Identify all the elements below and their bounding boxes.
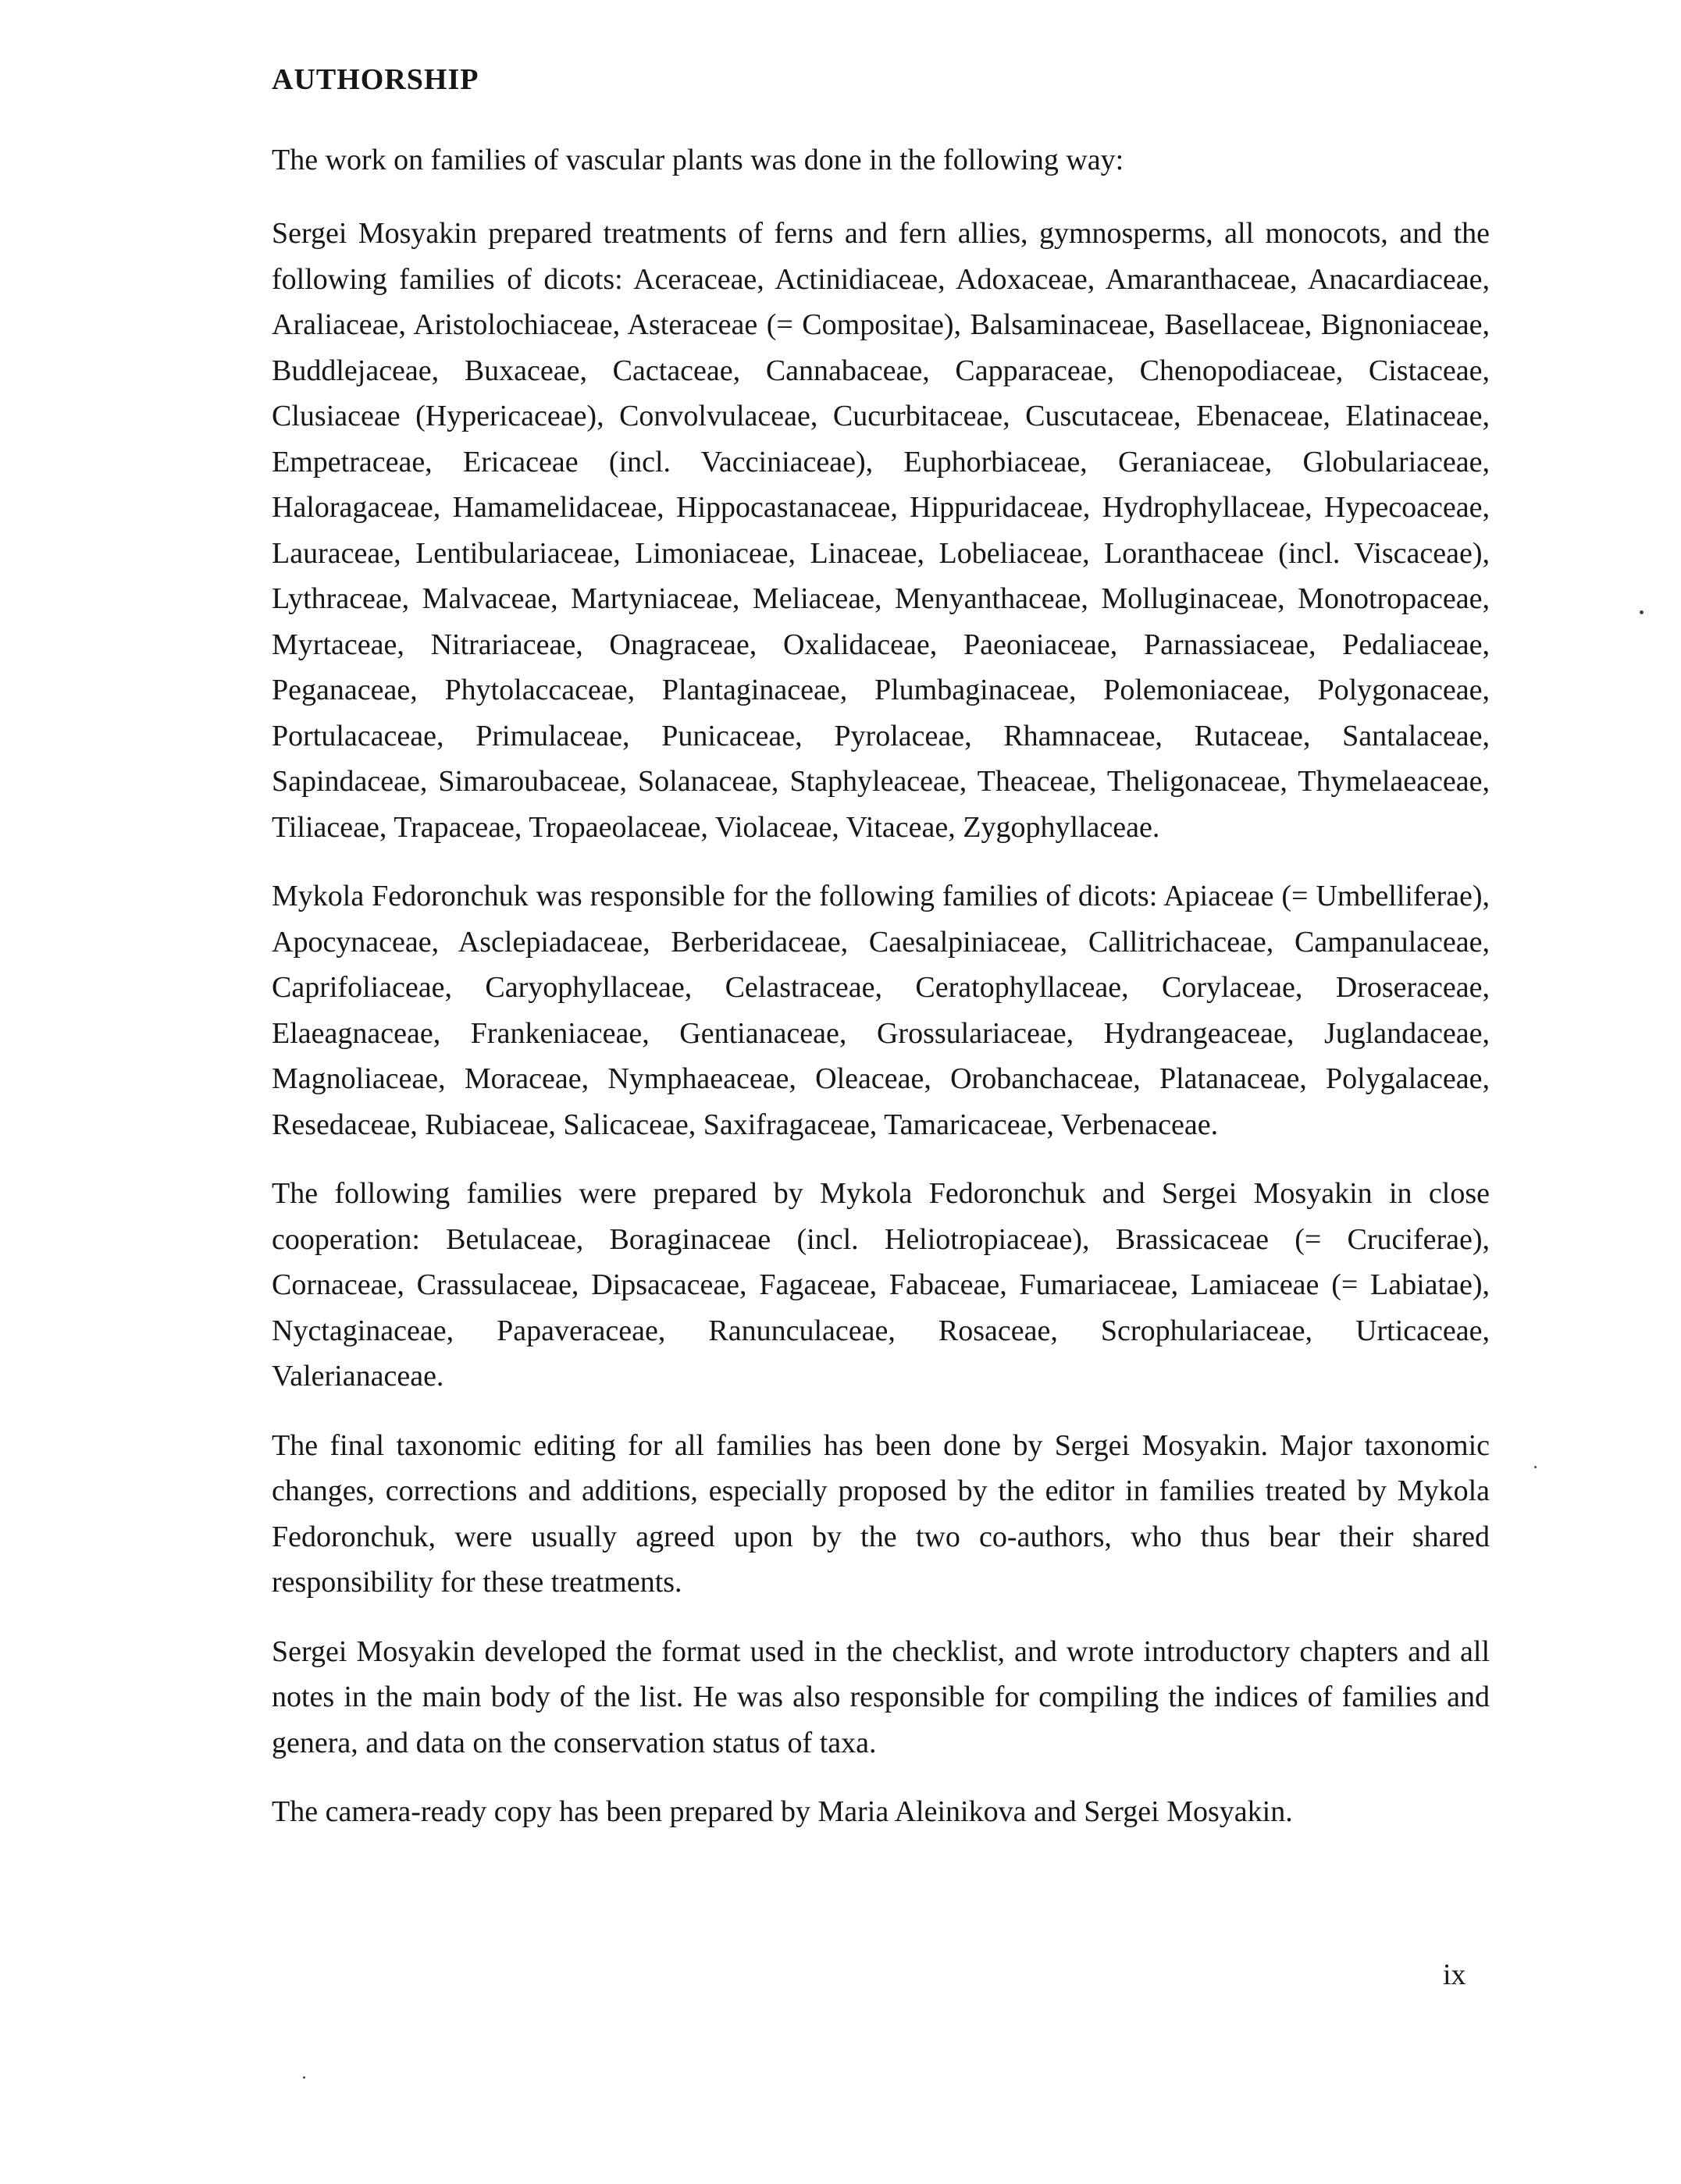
editing-paragraph: The final taxonomic editing for all families has been done by Sergei Mosyakin. Major taxonomic changes, corrections and additions, especially proposed by the editor in families treated by Mykola Fedoronchuk, were usually agreed upon by the two co-authors, who thus bear their shared responsibility for these treatments. (272, 1428, 1490, 1599)
fedoronchuk-families-paragraph: Mykola Fedoronchuk was responsible for the following families of dicots: Apiaceae (= Umbelliferae), Apocynaceae, Asclepiadaceae, Berberidaceae, Caesalpiniaceae, Callitrichaceae, Campanulaceae, Caprifoliaceae, Caryophyllaceae, Celastraceae, Ceratophyllaceae, Corylaceae, Droseraceae, Elaeagnaceae, Frankeniaceae, Gentianaceae, Grossulariaceae, Hydrangeaceae, Juglandaceae, Magnoliaceae, Moraceae, Nymphaeaceae, Oleaceae, Orobanchaceae, Platanaceae, Polygalaceae, Resedaceae, Rubiaceae, Salicaceae, Saxifragaceae, Tamaricaceae, Verbenaceae. (272, 880, 1490, 1141)
intro-paragraph: The work on families of vascular plants was done in the following way: (272, 143, 1124, 176)
mosyakin-families-paragraph: Sergei Mosyakin prepared treatments of ferns and fern allies, gymnosperms, all monocots, and the following families of dicots: Aceraceae, Actinidiaceae, Adoxaceae, Amaranthaceae, Anacardiaceae, Araliaceae, Aristolochiaceae, Asteraceae (= Compositae), Balsaminaceae, Basellaceae, Bignoniaceae, Buddlejaceae, Buxaceae, Cactaceae, Cannabaceae, Capparaceae, Chenopodiaceae, Cistaceae, Clusiaceae (Hypericaceae), Convolvulaceae, Cucurbitaceae, Cuscutaceae, Ebenaceae, Elatinaceae, Empetraceae, Ericaceae (incl. Vacciniaceae), Euphorbiaceae, Geraniaceae, Globulariaceae, Haloragaceae, Hamamelidaceae, Hippocastanaceae, Hippuridaceae, Hydrophyllaceae, Hypecoaceae, Lauraceae, Lentibulariaceae, Limoniaceae, Linaceae, Lobeliaceae, Loranthaceae (incl. Viscaceae), Lythraceae, Malvaceae, Martyniaceae, Meliaceae, Menyanthaceae, Molluginaceae, Monotropaceae, Myrtaceae, Nitrariaceae, Onagraceae, Oxalidaceae, Paeoniaceae, Parnassiaceae, Pedaliaceae, Peganaceae, Phytolaccaceae, Plantaginaceae, Plumbaginaceae, Polemoniaceae, Polygonaceae, Portulacaceae, Primulaceae, Punicaceae, Pyrolaceae, Rhamnaceae, Rutaceae, Santalaceae, Sapindaceae, Simaroubaceae, Solanaceae, Staphyleaceae, Theaceae, Theligonaceae, Thymelaeaceae, Tiliaceae, Trapaceae, Tropaeolaceae, Violaceae, Vitaceae, Zygophyllaceae. (272, 217, 1490, 844)
page-number: ix (1443, 1958, 1466, 1991)
format-paragraph: Sergei Mosyakin developed the format used in the checklist, and wrote introductory chapters and all notes in the main body of the list. He was also responsible for compiling the indices of families and genera, and data on the conservation status of taxa. (272, 1634, 1490, 1759)
page-content (272, 62, 1490, 1859)
section-heading: AUTHORSHIP (272, 63, 479, 96)
joint-families-paragraph: The following families were prepared by Mykola Fedoronchuk and Sergei Mosyakin in close cooperation: Betulaceae, Boraginaceae (incl. Heliotropiaceae), Brassicaceae (= Cruciferae), Cornaceae, Crassulaceae, Dipsacaceae, Fagaceae, Fabaceae, Fumariaceae, Lamiaceae (= Labiatae), Nyctaginaceae, Papaveraceae, Ranunculaceae, Rosaceae, Scrophulariaceae, Urticaceae, Valerianaceae. (272, 1177, 1490, 1393)
scan-speck (1640, 610, 1644, 614)
camera-ready-paragraph: The camera-ready copy has been prepared by Maria Aleinikova and Sergei Mosyakin. (272, 1795, 1293, 1829)
scan-speck (1534, 1466, 1537, 1468)
scan-speck (303, 2076, 305, 2079)
